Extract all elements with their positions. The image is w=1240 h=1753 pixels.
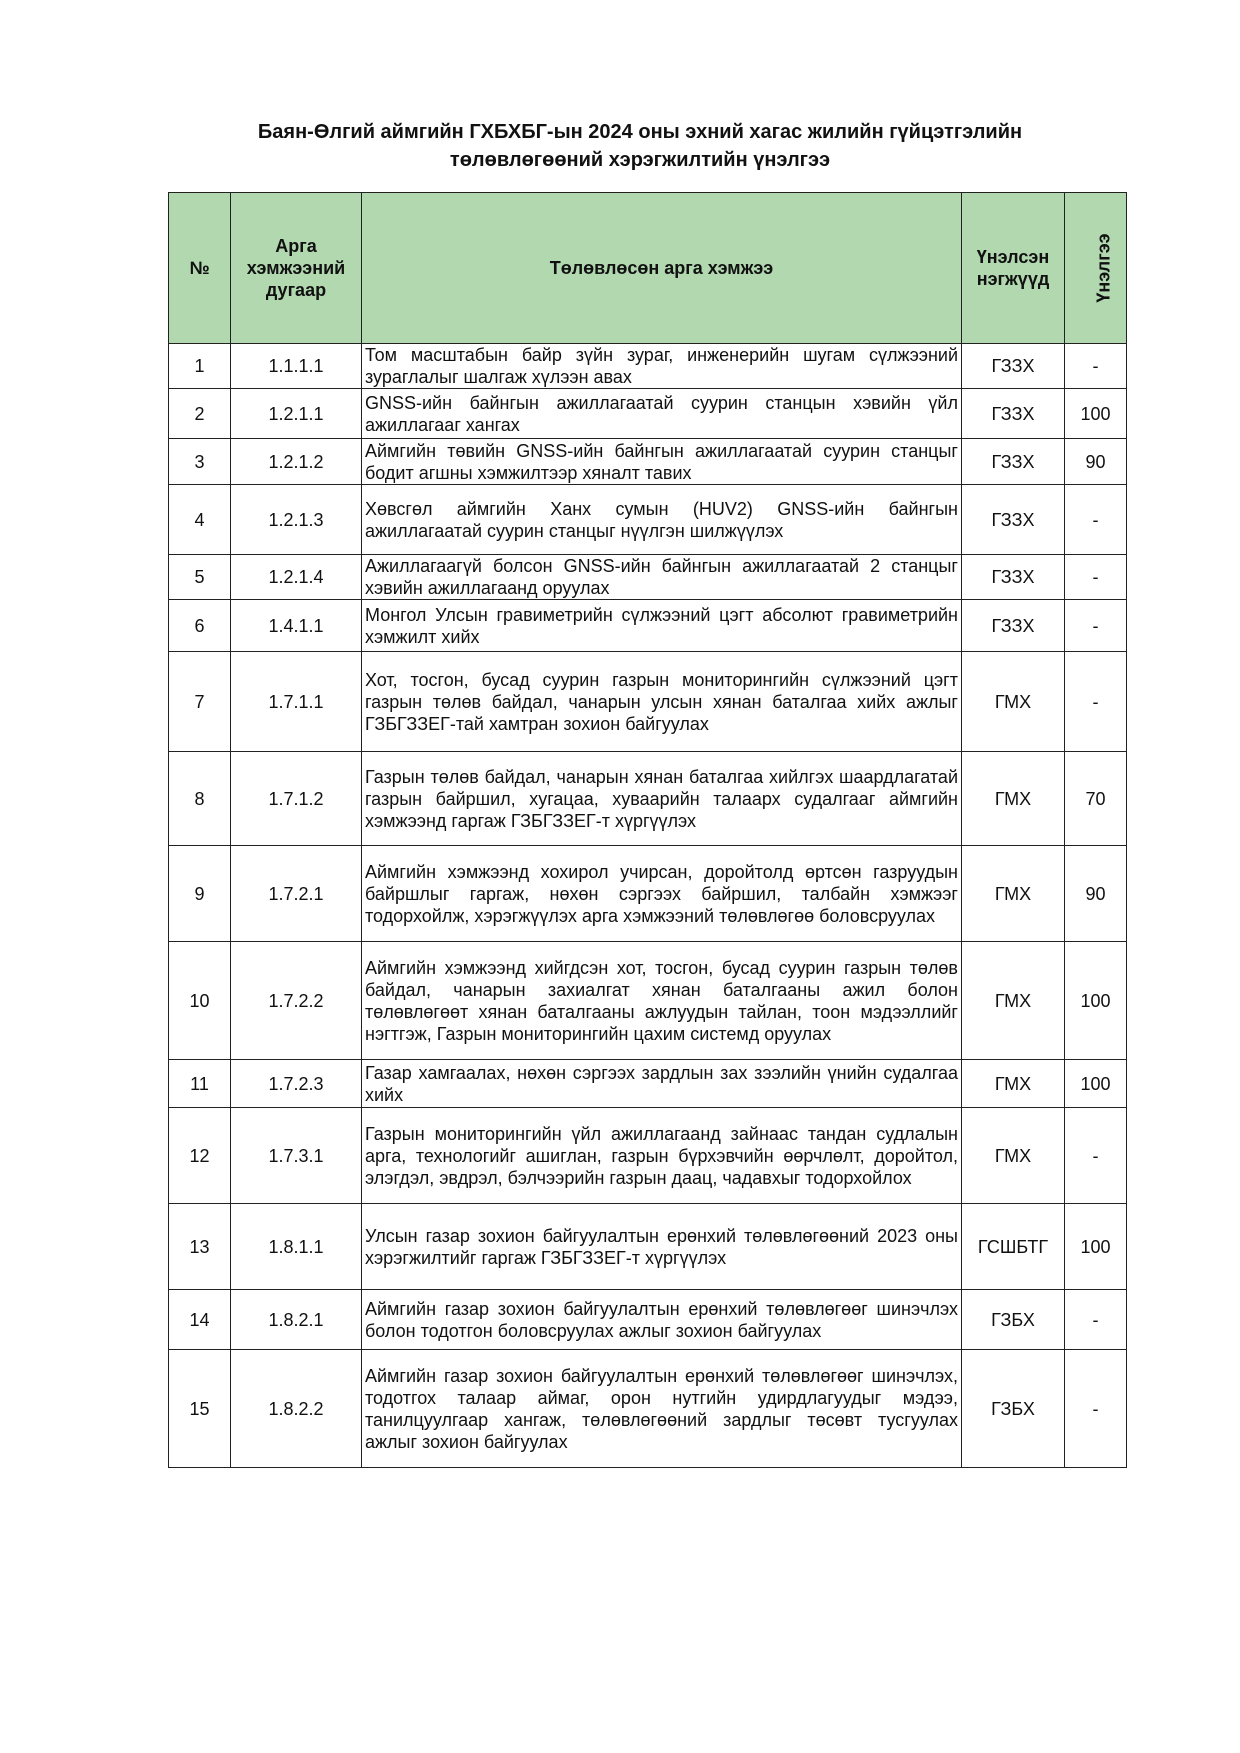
action-code: 1.2.1.4	[231, 555, 362, 600]
evaluating-unit: ГМХ	[962, 846, 1065, 942]
planned-action: Аймгийн газар зохион байгуулалтын ерөнхий төлөвлөгөөг шинэчлэх, тодотгох талаар аймаг, орон нутгийн удирдлагуудыг мэдээ, танилцуулгаар хангаж, төлөвлөгөөний зардлыг төсөвт тусгуулах ажлыг зохион байгуулах	[362, 1350, 962, 1468]
score-value: 100	[1065, 389, 1127, 439]
row-number: 7	[169, 652, 231, 752]
document-title	[150, 118, 1130, 174]
evaluating-unit: ГЗБХ	[962, 1350, 1065, 1468]
score-value: 90	[1065, 846, 1127, 942]
row-number: 6	[169, 600, 231, 652]
header-score	[1065, 193, 1127, 344]
table-row	[169, 1290, 1127, 1350]
header-no: №	[169, 193, 231, 344]
action-code: 1.7.2.3	[231, 1060, 362, 1108]
row-number: 2	[169, 389, 231, 439]
table-row	[169, 1350, 1127, 1468]
score-value: -	[1065, 344, 1127, 389]
score-value: 70	[1065, 752, 1127, 846]
table-row	[169, 485, 1127, 555]
action-code: 1.7.1.2	[231, 752, 362, 846]
score-value: -	[1065, 485, 1127, 555]
score-value: 90	[1065, 439, 1127, 485]
planned-action: GNSS-ийн байнгын ажиллагаатай суурин станцын хэвийн үйл ажиллагааг хангах	[362, 389, 962, 439]
table-row	[169, 600, 1127, 652]
evaluating-unit: ГЗЗХ	[962, 600, 1065, 652]
evaluating-unit: ГЗЗХ	[962, 439, 1065, 485]
planned-action: Аймгийн төвийн GNSS-ийн байнгын ажиллагаатай суурин станцыг бодит агшны хэмжилтээр хяналт тавих	[362, 439, 962, 485]
score-value: 100	[1065, 1060, 1127, 1108]
table-row	[169, 1204, 1127, 1290]
score-value: -	[1065, 555, 1127, 600]
planned-action: Ажиллагаагүй болсон GNSS-ийн байнгын ажиллагаатай 2 станцыг хэвийн ажиллагаанд оруулах	[362, 555, 962, 600]
planned-action: Аймгийн газар зохион байгуулалтын ерөнхий төлөвлөгөөг шинэчлэх болон тодотгон боловсруулах ажлыг зохион байгуулах	[362, 1290, 962, 1350]
evaluating-unit: ГМХ	[962, 1060, 1065, 1108]
action-code: 1.8.1.1	[231, 1204, 362, 1290]
header-evaluating-units: Үнэлсэн нэгжүүд	[962, 193, 1065, 344]
evaluating-unit: ГЗБХ	[962, 1290, 1065, 1350]
planned-action: Газрын мониторингийн үйл ажиллагаанд зайнаас тандан судлалын арга, технологийг ашиглан, газрын бүрхэвчийн өөрчлөлт, доройтол, элэгдэл, эвдрэл, бэлчээрийн газрын даац, чадавхыг тодорхойлох	[362, 1108, 962, 1204]
row-number: 3	[169, 439, 231, 485]
table-row	[169, 344, 1127, 389]
score-value: -	[1065, 1350, 1127, 1468]
title-line-2: төлөвлөгөөний хэрэгжилтийн үнэлгээ	[449, 149, 831, 171]
row-number: 4	[169, 485, 231, 555]
score-value: -	[1065, 1108, 1127, 1204]
evaluating-unit: ГЗЗХ	[962, 344, 1065, 389]
row-number: 5	[169, 555, 231, 600]
header-action-code: Арга хэмжээний дугаар	[231, 193, 362, 344]
score-value: -	[1065, 1290, 1127, 1350]
table-row	[169, 942, 1127, 1060]
title-line-1: Баян-Өлгий аймгийн ГХБХБГ-ын 2024 оны эхний хагас жилийн гүйцэтгэлийн	[257, 121, 1023, 143]
row-number: 1	[169, 344, 231, 389]
action-code: 1.2.1.2	[231, 439, 362, 485]
row-number: 9	[169, 846, 231, 942]
header-planned-action: Төлөвлөсөн арга хэмжээ	[362, 193, 962, 344]
action-code: 1.7.2.1	[231, 846, 362, 942]
table-row	[169, 752, 1127, 846]
planned-action: Аймгийн хэмжээнд хохирол учирсан, доройтолд өртсөн газруудын байршлыг гаргаж, нөхөн сэргээх байршил, талбайн хэмжээг тодорхойлж, хэрэгжүүлэх арга хэмжээний төлөвлөгөө боловсруулах	[362, 846, 962, 942]
action-code: 1.4.1.1	[231, 600, 362, 652]
action-code: 1.7.2.2	[231, 942, 362, 1060]
table-row	[169, 555, 1127, 600]
planned-action: Монгол Улсын гравиметрийн сүлжээний цэгт абсолют гравиметрийн хэмжилт хийх	[362, 600, 962, 652]
table-row	[169, 1108, 1127, 1204]
evaluating-unit: ГМХ	[962, 942, 1065, 1060]
planned-action: Газар хамгаалах, нөхөн сэргээх зардлын зах зээлийн үнийн судалгаа хийх	[362, 1060, 962, 1108]
evaluating-unit: ГСШБТГ	[962, 1204, 1065, 1290]
table-row	[169, 652, 1127, 752]
row-number: 11	[169, 1060, 231, 1108]
planned-action: Аймгийн хэмжээнд хийгдсэн хот, тосгон, бусад суурин газрын төлөв байдал, чанарын захиалгат хянан баталгааны ажил болон төлөвлөгөөт хянан баталгааны ажлуудын тайлан, тоон мэдээллийг нэгтгэж, Газрын мониторингийн цахим системд оруулах	[362, 942, 962, 1060]
planned-action: Улсын газар зохион байгуулалтын ерөнхий төлөвлөгөөний 2023 оны хэрэгжилтийг гаргаж ГЗБГЗЗЕГ-т хүргүүлэх	[362, 1204, 962, 1290]
row-number: 8	[169, 752, 231, 846]
action-code: 1.2.1.1	[231, 389, 362, 439]
table-row	[169, 439, 1127, 485]
action-code: 1.2.1.3	[231, 485, 362, 555]
planned-action: Газрын төлөв байдал, чанарын хянан баталгаа хийлгэх шаардлагатай газрын байршил, хугацаа, хуваарийн талаарх судалгааг аймгийн хэмжээнд гаргаж ГЗБГЗЗЕГ-т хүргүүлэх	[362, 752, 962, 846]
evaluating-unit: ГМХ	[962, 752, 1065, 846]
row-number: 10	[169, 942, 231, 1060]
header-score-label: Үнэлгээ	[1093, 233, 1114, 303]
score-value: 100	[1065, 1204, 1127, 1290]
table-row	[169, 389, 1127, 439]
plan-evaluation-table	[168, 192, 1127, 1468]
evaluating-unit: ГЗЗХ	[962, 485, 1065, 555]
evaluating-unit: ГЗЗХ	[962, 389, 1065, 439]
planned-action: Том масштабын байр зүйн зураг, инженерийн шугам сүлжээний зураглалыг шалгаж хүлээн авах	[362, 344, 962, 389]
row-number: 15	[169, 1350, 231, 1468]
evaluating-unit: ГМХ	[962, 652, 1065, 752]
action-code: 1.1.1.1	[231, 344, 362, 389]
score-value: 100	[1065, 942, 1127, 1060]
score-value: -	[1065, 600, 1127, 652]
planned-action: Хот, тосгон, бусад суурин газрын мониторингийн сүлжээний цэгт газрын төлөв байдал, чанарын улсын хянан баталгаа хийх ажлыг ГЗБГЗЗЕГ-тай хамтран зохион байгуулах	[362, 652, 962, 752]
score-value: -	[1065, 652, 1127, 752]
row-number: 13	[169, 1204, 231, 1290]
action-code: 1.8.2.2	[231, 1350, 362, 1468]
row-number: 14	[169, 1290, 231, 1350]
row-number: 12	[169, 1108, 231, 1204]
action-code: 1.7.3.1	[231, 1108, 362, 1204]
table-row	[169, 1060, 1127, 1108]
action-code: 1.8.2.1	[231, 1290, 362, 1350]
table-header-row	[169, 193, 1127, 344]
action-code: 1.7.1.1	[231, 652, 362, 752]
planned-action: Хөвсгөл аймгийн Ханх сумын (HUV2) GNSS-ийн байнгын ажиллагаатай суурин станцыг нүүлгэн шилжүүлэх	[362, 485, 962, 555]
evaluating-unit: ГЗЗХ	[962, 555, 1065, 600]
table-row	[169, 846, 1127, 942]
evaluating-unit: ГМХ	[962, 1108, 1065, 1204]
